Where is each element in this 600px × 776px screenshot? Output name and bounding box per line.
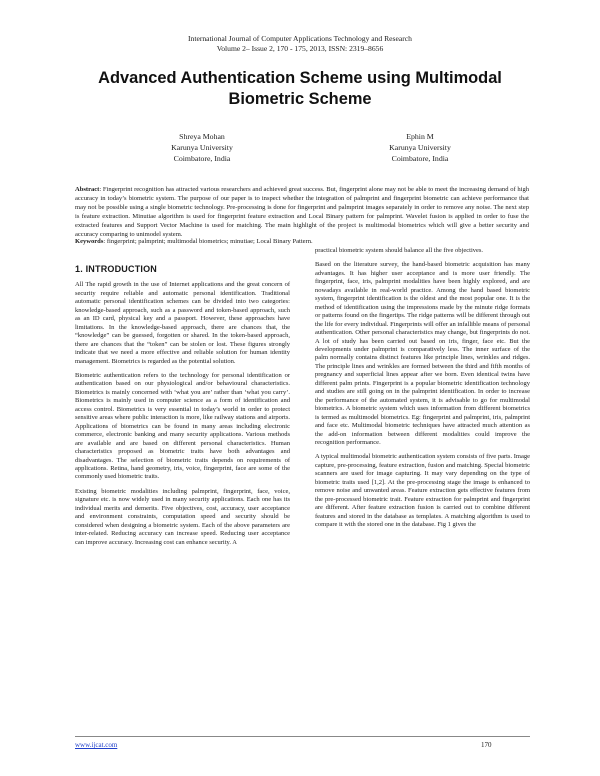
paper-title: [60, 68, 540, 110]
abstract: [75, 186, 529, 239]
footer-url-link[interactable]: www.ijcat.com: [75, 741, 118, 749]
author-location: Coimbatore, India: [391, 154, 449, 164]
author-location: Coimbatore, India: [173, 154, 231, 164]
abstract-label: Abstract: [75, 186, 100, 193]
journal-name: International Journal of Computer Applications Technology and Research: [188, 34, 412, 43]
paragraph: Existing biometric modalities including palmprint, fingerprint, face, voice, signature etc. is now widely used in many security applications. Each one has its individual merits and demerits. Five objectives, cost, accuracy, user acceptance and environment constraints, computation speed and security should be considered when designing a biometric system. Each of the above parameters are inter-related. Reducing accuracy can increase speed. Reducing user acceptance can improve accuracy. Increasing cost can enhance security. A: [75, 487, 290, 546]
left-column: [75, 265, 290, 553]
page-number: 170: [481, 741, 492, 749]
author-university: Karunya University: [171, 143, 233, 153]
section-heading: 1. INTRODUCTION: [75, 264, 158, 274]
journal-volume: Volume 2– Issue 2, 170 - 175, 2013, ISSN: 2319–8656: [216, 44, 384, 53]
keywords-label: Keywords: [75, 238, 104, 245]
author-block-2: [320, 131, 520, 165]
keywords: [75, 238, 529, 247]
keywords-text: : fingerprint; palmprint; multimodal biometrics; minutiae; Local Binary Pattern.: [103, 238, 313, 245]
abstract-text: : Fingerprint recognition has attracted various researchers and achieved great success. But, fingerprint alone may not be able to meet the increasing demand of high accuracy in today’s biometric system. The purpose of our paper is to inspect whether the integration of palmprint and fingerprint biometric can achieve performance that may not be possible using a single biometric technology. Pre-processing is done for fingerprint and palmprint images separately in order to remove any noise. The next step is feature extraction. Minutiae algorithm is used for fingerprint feature extraction and Local Binary pattern for palmprint. Wavelet fusion is applied in order to fuse the extracted features and Support Vector Machine is used for matching. The main highlight of the project is multimodal biometrics which will give a better security and accuracy comparing to unimodel system.: [75, 186, 529, 238]
paragraph: A typical multimodal biometric authentication system consists of five parts. Image capture, pre-processing, feature extraction, fusion and matching. Special biometric scanners are used for image capturing. It may vary depending on the type of biometric traits used [1,2]. At the pre-processing stage the image is enhanced to remove noise and unwanted areas. Feature extraction gets effective features from the pre-processed biometric trait. Feature extraction for palmprint and fingerprint are different. After feature extraction fusion is carried out to combine different features and stored in the database as templates. A matching algorithm is used to compare it with the stored one in the database. Fig 1 gives the: [315, 453, 530, 529]
paragraph: Biometric authentication refers to the technology for personal identification or authentication based on our physiological and/or behavioural characteristics. Biometrics is mainly concerned with ‘what you are’ rather than ‘what you carry’. Biometrics is mainly used in computer science as a form of identification and access control. Biometrics is very essential in today’s world in order to protect sensitive areas where public interaction is more, like railway stations and airports. Applications of biometrics can be found in many areas including electronic commerce, electronic banking and many security applications. Various methods are available and are based on different personal characteristics. Human characteristics proposed as biometric traits have both advantages and disadvantages. The selection of biometric traits depends on requirements of applications. Retina, hand geometry, iris, voice, fingerprint, face are some of the commonly used biometric traits.: [75, 371, 290, 481]
title-line-2: Biometric Scheme: [228, 90, 372, 108]
paragraph: Based on the literature survey, the hand-based biometric acquisition has many advantages. It has higher user acceptance and is more user friendly. The fingerprint, face, iris, palmprint modalities have been highly explored, and are nowadays available in real-world practice. Among the hand based biometric system, fingerprint identification is the oldest and the most popular one. It is the method of identification using the impressions made by the minute ridge formats or patterns found on the fingertips. The ridge patterns will be different through out the life for every individual. Fingerprints will offer an infallible means of personal authentication. Other personal characteristics may change, but fingerprints do not. A lot of study has been carried out based on iris, finger, face etc. But the developments under palmprint is comparatively less. The inner surface of the palm normally contains distinct features like principle lines, wrinkles and ridges. The principle lines and wrinkles are formed between the third and fifth months of pregnancy and superficial lines appear after we born. Even identical twins have different palm prints. Fingerprint is a popular biometric identification technology and studies are still going on in the palmprint identification. In order to increase the performance of the automated system, it is advisable to go for multimodal biometrics. A biometric system which uses information from different biometrics is termed as multimodel biometrics. Eg: fingerprint and palmprint, iris, palmprint and face etc. Multimodal biometric techniques have attracted much attention as the add-on information between different modalities could improve the recognition performance.: [315, 261, 530, 446]
author-name: Ephin M: [406, 132, 434, 141]
paragraph: practical biometric system should balance all the five objectives.: [315, 247, 484, 254]
paragraph: All The rapid growth in the use of Internet applications and the great concern of security require reliable and automatic personal identification. Traditional automatic personal identification schemes can be divided into two categories: knowledge-based approach, such as a password and token-based approach, such as an ID card, physical key and a passport. However, these approaches have limitations. In the knowledge-based approach, there are chances that, the “knowledge” can be guessed, forgotten or shared. In the token-based approach, there are chances that the “token” can be stolen or lost. These figures strongly indicate that we need a more effective and reliable solution for human identity management. Biometrics is regarded as the potential solution.: [75, 281, 290, 365]
author-name: Shreya Mohan: [179, 132, 225, 141]
author-block-1: [102, 131, 302, 165]
right-column: [315, 247, 530, 536]
journal-header: [0, 34, 600, 54]
title-line-1: Advanced Authentication Scheme using Multimodal: [98, 69, 502, 87]
footer-divider: [75, 736, 530, 737]
author-university: Karunya University: [389, 143, 451, 153]
